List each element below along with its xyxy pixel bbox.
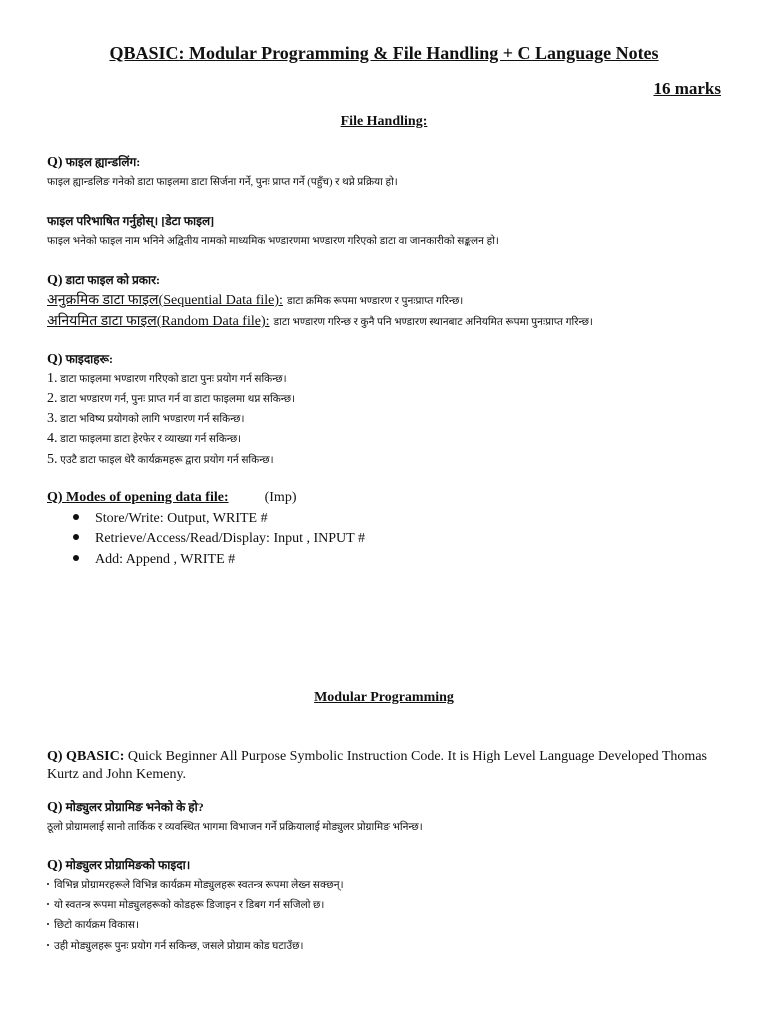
q-modes-title: Q) Modes of opening data file: <box>47 490 229 505</box>
q-modular-advantages <box>47 856 190 874</box>
bullet-icon <box>73 514 79 520</box>
q-file-handling-title: फाइल ह्यान्डलिंग: <box>65 155 141 169</box>
item-text: डाटा भण्डारण गर्न, पुनः प्राप्त गर्न वा डाटा फाइलमा थप्न सकिन्छ। <box>60 394 296 405</box>
qbasic-line-1 <box>47 749 707 765</box>
advantage-item <box>47 898 324 912</box>
imp-label: (Imp) <box>264 490 297 505</box>
q-benefits <box>47 350 113 368</box>
item-number: 2. <box>47 391 58 406</box>
qbasic-definition: Quick Beginner All Purpose Symbolic Instruction Code. It is High Level Language Developed Thomas <box>127 749 707 764</box>
q-data-file-types <box>47 271 160 289</box>
q-data-file-types-title: डाटा फाइल को प्रकार: <box>65 273 161 287</box>
q-benefits-title: फाइदाहरू: <box>65 352 113 366</box>
mode-item <box>73 511 268 527</box>
advantage-text: विभिन्न प्रोग्रामरहरूले विभिन्न कार्यक्रम मोड्युलहरू स्वतन्त्र रूपमा लेख्न सक्छन्। <box>54 880 344 891</box>
q-marker: Q) <box>47 800 63 815</box>
benefit-item <box>47 411 244 427</box>
advantage-text: उही मोड्युलहरू पुनः प्रयोग गर्न सकिन्छ, जसले प्रोग्राम कोड घटाउँछ। <box>54 941 304 952</box>
item-number: 4. <box>47 431 58 446</box>
sequential-file-line <box>47 290 463 309</box>
sequential-file-text: डाटा क्रमिक रूपमा भण्डारण र पुनःप्राप्त गरिन्छ। <box>286 296 464 307</box>
item-number: 5. <box>47 452 58 467</box>
qbasic-line-2: Kurtz and John Kemeny. <box>47 767 187 782</box>
item-text: एउटै डाटा फाइल धेरै कार्यक्रमहरू द्वारा प्रयोग गर्न सकिन्छ। <box>60 455 274 466</box>
qbasic-label: Q) QBASIC: <box>47 749 125 764</box>
mode-item-text: Store/Write: Output, WRITE # <box>95 511 268 526</box>
random-file-line <box>47 311 593 330</box>
bullet-icon <box>73 555 79 561</box>
item-text: डाटा फाइलमा भण्डारण गरिएको डाटा पुनः प्रयोग गर्न सकिन्छ। <box>60 374 287 385</box>
mode-item-text: Add: Append , WRITE # <box>95 552 236 567</box>
item-text: डाटा भविष्य प्रयोगको लागि भण्डारण गर्न सकिन्छ। <box>60 414 245 425</box>
q-marker: Q) <box>47 155 63 170</box>
item-number: 1. <box>47 371 58 386</box>
benefit-item <box>47 452 274 468</box>
bullet-icon <box>73 534 79 540</box>
bullet-icon <box>47 923 49 925</box>
q-modular-what <box>47 798 204 816</box>
sequential-file-label: अनुक्रमिक डाटा फाइल(Sequential Data file): <box>47 293 283 308</box>
bullet-icon <box>47 883 49 885</box>
benefit-item <box>47 371 287 387</box>
bullet-icon <box>47 944 49 946</box>
modular-definition: ठूलो प्रोग्रामलाई सानो तार्किक र व्यवस्थित भागमा विभाजन गर्ने प्रक्रियालाई मोड्युलर प्रोग्रामिङ भनिन्छ। <box>47 822 423 833</box>
modular-programming-heading: Modular Programming <box>314 690 454 705</box>
define-file-text: फाइल भनेको फाइल नाम भनिने अद्वितीय नामको माध्यमिक भण्डारणमा भण्डारण गरिएको डाटा वा जानकारीको सङ्कलन हो। <box>47 236 499 247</box>
file-handling-heading: File Handling: <box>340 114 428 129</box>
q-marker: Q) <box>47 352 63 367</box>
page-title: QBASIC: Modular Programming & File Handling + C Language Notes <box>109 43 659 63</box>
advantage-text: छिटो कार्यक्रम विकास। <box>54 920 139 931</box>
q-file-handling <box>47 153 140 171</box>
q-marker: Q) <box>47 858 63 873</box>
mode-item-text: Retrieve/Access/Read/Display: Input , INPUT # <box>95 531 365 546</box>
advantage-item <box>47 878 344 892</box>
q-modular-what-title: मोड्युलर प्रोग्रामिङ भनेको के हो? <box>65 800 204 814</box>
advantage-item <box>47 939 304 953</box>
random-file-text: डाटा भण्डारण गरिन्छ र कुनै पनि भण्डारण स्थानबाट अनियमित रूपमा पुनःप्राप्त गरिन्छ। <box>273 317 593 328</box>
item-number: 3. <box>47 411 58 426</box>
item-text: डाटा फाइलमा डाटा हेरफेर र व्याख्या गर्न सकिन्छ। <box>60 434 242 445</box>
q-modular-advantages-title: मोड्युलर प्रोग्रामिङको फाइदा। <box>65 858 191 872</box>
bullet-icon <box>47 903 49 905</box>
define-file-title: फाइल परिभाषित गर्नुहोस्। [डेटा फाइल] <box>47 214 215 228</box>
benefit-item <box>47 431 241 447</box>
q-modes <box>47 490 297 506</box>
random-file-label: अनियमित डाटा फाइल(Random Data file): <box>47 314 270 329</box>
advantage-text: यो स्वतन्त्र रूपमा मोड्युलहरूको कोडहरू डिजाइन र डिबग गर्न सजिलो छ। <box>54 900 325 911</box>
q-marker: Q) <box>47 273 63 288</box>
mode-item <box>73 531 365 547</box>
advantage-item <box>47 918 139 932</box>
marks-label: 16 marks <box>653 79 721 98</box>
file-handling-definition: फाइल ह्यान्डलिङ गनेको डाटा फाइलमा डाटा सिर्जना गर्ने, पुनः प्राप्त गर्ने (पहुँच) र थप्ने प्रक्रिया हो। <box>47 177 398 188</box>
benefit-item <box>47 391 295 407</box>
mode-item <box>73 552 235 568</box>
